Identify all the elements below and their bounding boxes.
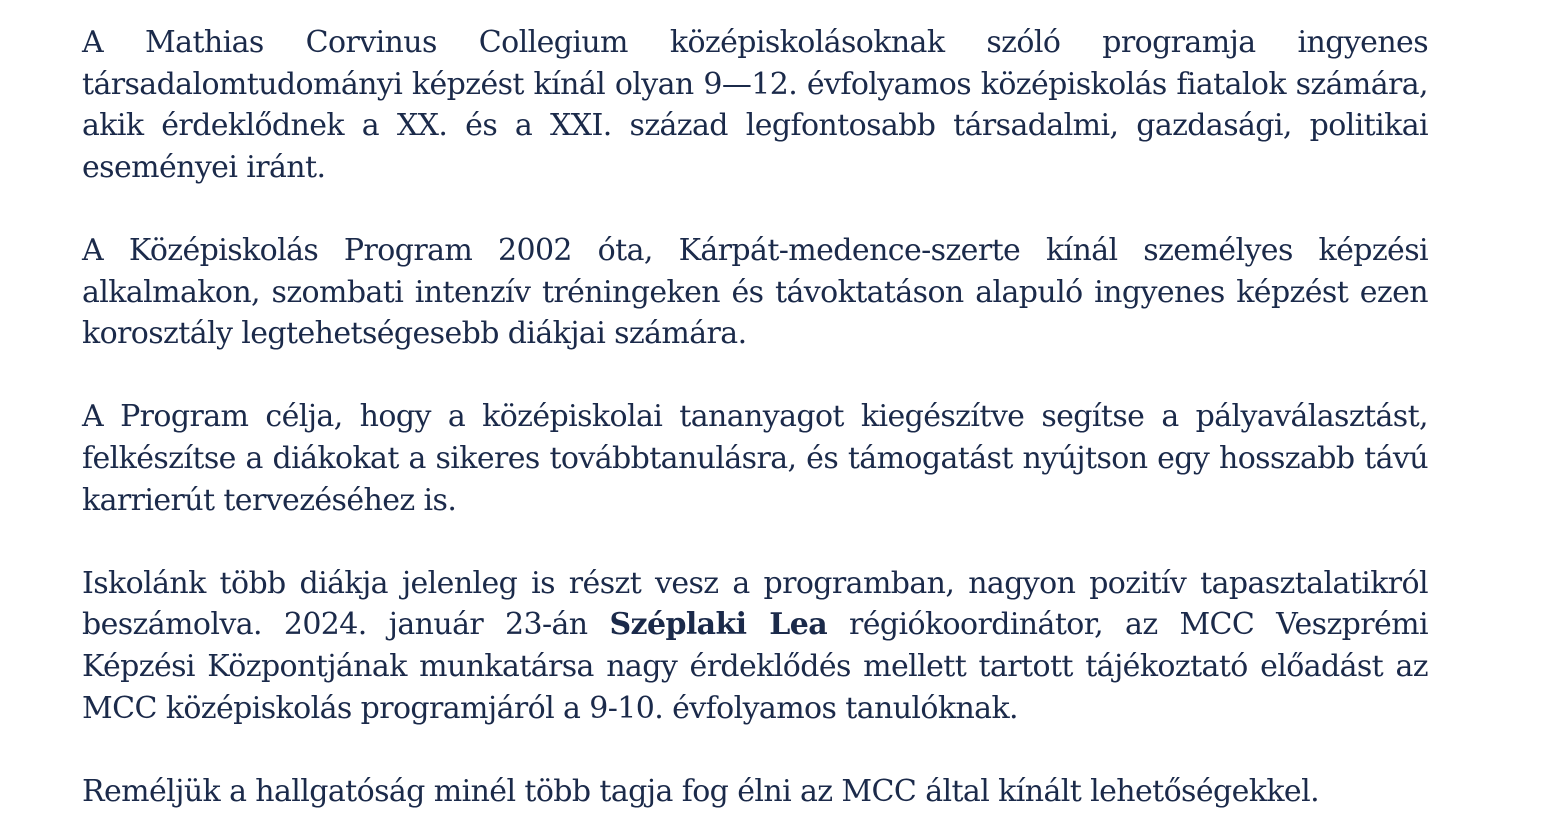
paragraph-program-history: A Középiskolás Program 2002 óta, Kárpát-medence-szerte kínál személyes képzési alkalmakon, szombati intenzív tréningeken és távoktatáson alapuló ingyenes képzést ezen korosztály legtehetségesebb diákjai számára. (82, 232, 1428, 352)
event-text-before: Iskolánk több diákja jelenleg is részt vesz a programban, nagyon pozitív tapasztalatikról beszámolva. 2024. január 23-án (82, 565, 1428, 643)
paragraph-school-event (82, 563, 1428, 729)
article-body (82, 22, 1428, 812)
event-text-after: régiókoordinátor, az MCC Veszprémi Képzési Központjának munkatársa nagy érdeklődés mellett tartott tájékoztató előadást az MCC középiskolás programjáról a 9-10. évfolyamos tanulóknak. (82, 607, 1428, 726)
paragraph-closing: Reméljük a hallgatóság minél több tagja fog élni az MCC által kínált lehetőségekkel. (82, 773, 1320, 809)
paragraph-intro: A Mathias Corvinus Collegium középiskolásoknak szóló programja ingyenes társadalomtudományi képzést kínál olyan 9—12. évfolyamos középiskolás fiatalok számára, akik érdeklődnek a XX. és a XXI. század legfontosabb társadalmi, gazdasági, politikai eseményei iránt. (82, 25, 1428, 185)
speaker-name: Széplaki Lea (609, 607, 828, 643)
paragraph-program-goal: A Program célja, hogy a középiskolai tananyagot kiegészítve segítse a pályaválasztást, felkészítse a diákokat a sikeres továbbtanulásra, és támogatást nyújtson egy hosszabb távú karrierút tervezéséhez is. (82, 399, 1428, 518)
